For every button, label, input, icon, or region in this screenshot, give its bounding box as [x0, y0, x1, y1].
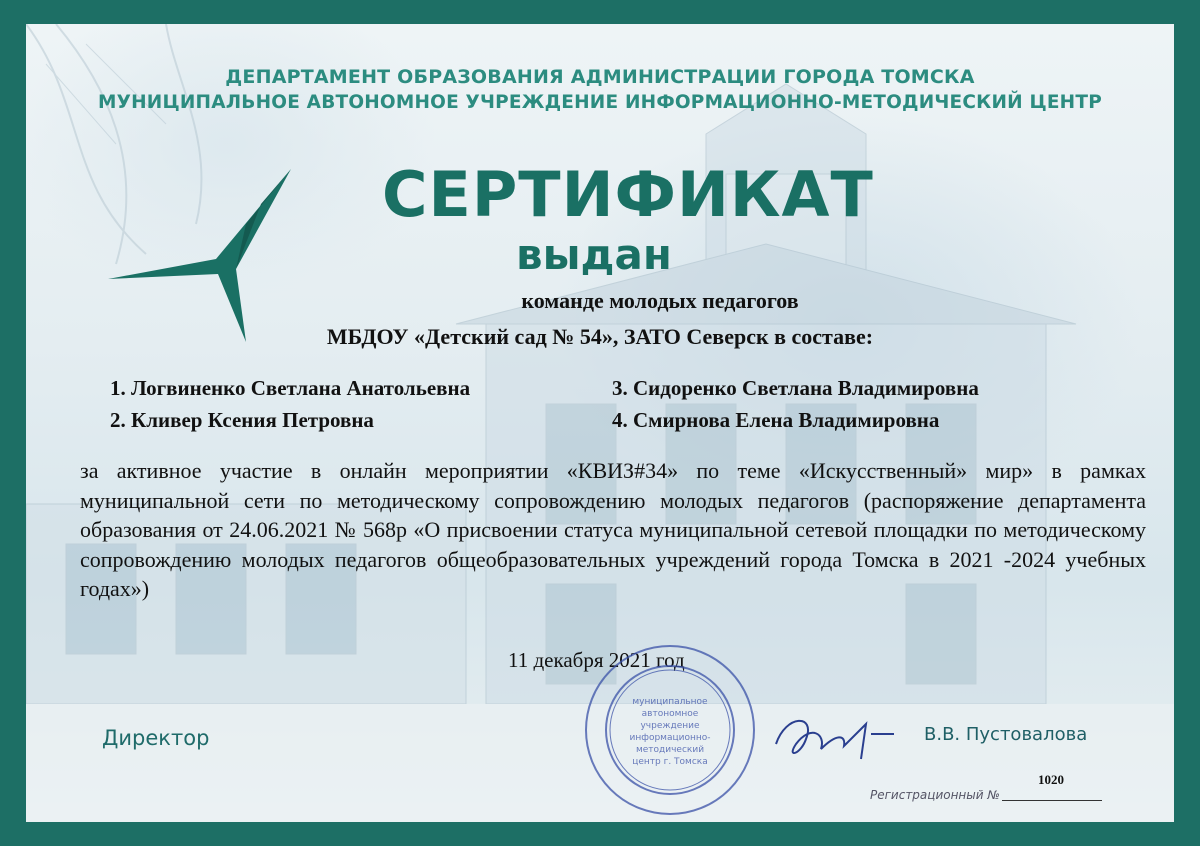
registration-number: 1020 [1038, 772, 1064, 787]
registration-label: Регистрационный № [870, 788, 1000, 802]
issue-date: 11 декабря 2021 год [508, 648, 685, 672]
department-name: ДЕПАРТАМЕНТ ОБРАЗОВАНИЯ АДМИНИСТРАЦИИ ГОРОДА ТОМСКА [225, 66, 975, 88]
svg-text:центр г. Томска: центр г. Томска [632, 757, 708, 767]
svg-text:муниципальное: муниципальное [632, 697, 708, 707]
certificate-subtitle: выдан [516, 230, 672, 279]
registration-underline [1002, 800, 1102, 801]
certificate-title: СЕРТИФИКАТ [382, 158, 874, 231]
certificate-body: за активное участие в онлайн мероприятии «КВИЗ#34» по теме «Искусственный» мир» в рамках муниципальной сети по методическому сопровождению молодых педагогов (распоряжение департамента образования от 24.06.2021 № 568р «О присвоении статуса муниципальной сетевой площадки по методическому сопровождению молодых педагогов общеобразовательных учреждений города Томска в 2021 -2024 учебных годах») [80, 458, 1146, 601]
member-2: 2. Кливер Ксения Петровна [110, 408, 374, 432]
certificate [26, 24, 1174, 822]
member-1: 1. Логвиненко Светлана Анатольевна [110, 376, 471, 400]
recipient-line-1: команде молодых педагогов [521, 288, 799, 313]
member-3: 3. Сидоренко Светлана Владимировна [612, 376, 979, 400]
signer-name: В.В. Пустовалова [924, 724, 1088, 745]
official-stamp-icon [582, 642, 758, 818]
recipient-line-2: МБДОУ «Детский сад № 54», ЗАТО Северск в составе: [326, 324, 874, 349]
director-label: Директор [102, 726, 210, 750]
member-4: 4. Смирнова Елена Владимировна [612, 408, 940, 432]
svg-text:информационно-: информационно- [629, 733, 711, 743]
signature-icon [766, 704, 896, 774]
svg-text:учреждение: учреждение [640, 721, 700, 731]
svg-text:автономное: автономное [641, 709, 699, 719]
institution-name: МУНИЦИПАЛЬНОЕ АВТОНОМНОЕ УЧРЕЖДЕНИЕ ИНФОРМАЦИОННО-МЕТОДИЧЕСКИЙ ЦЕНТР [98, 92, 1102, 113]
svg-text:методический: методический [635, 745, 705, 755]
swallow-logo-icon [96, 164, 326, 344]
